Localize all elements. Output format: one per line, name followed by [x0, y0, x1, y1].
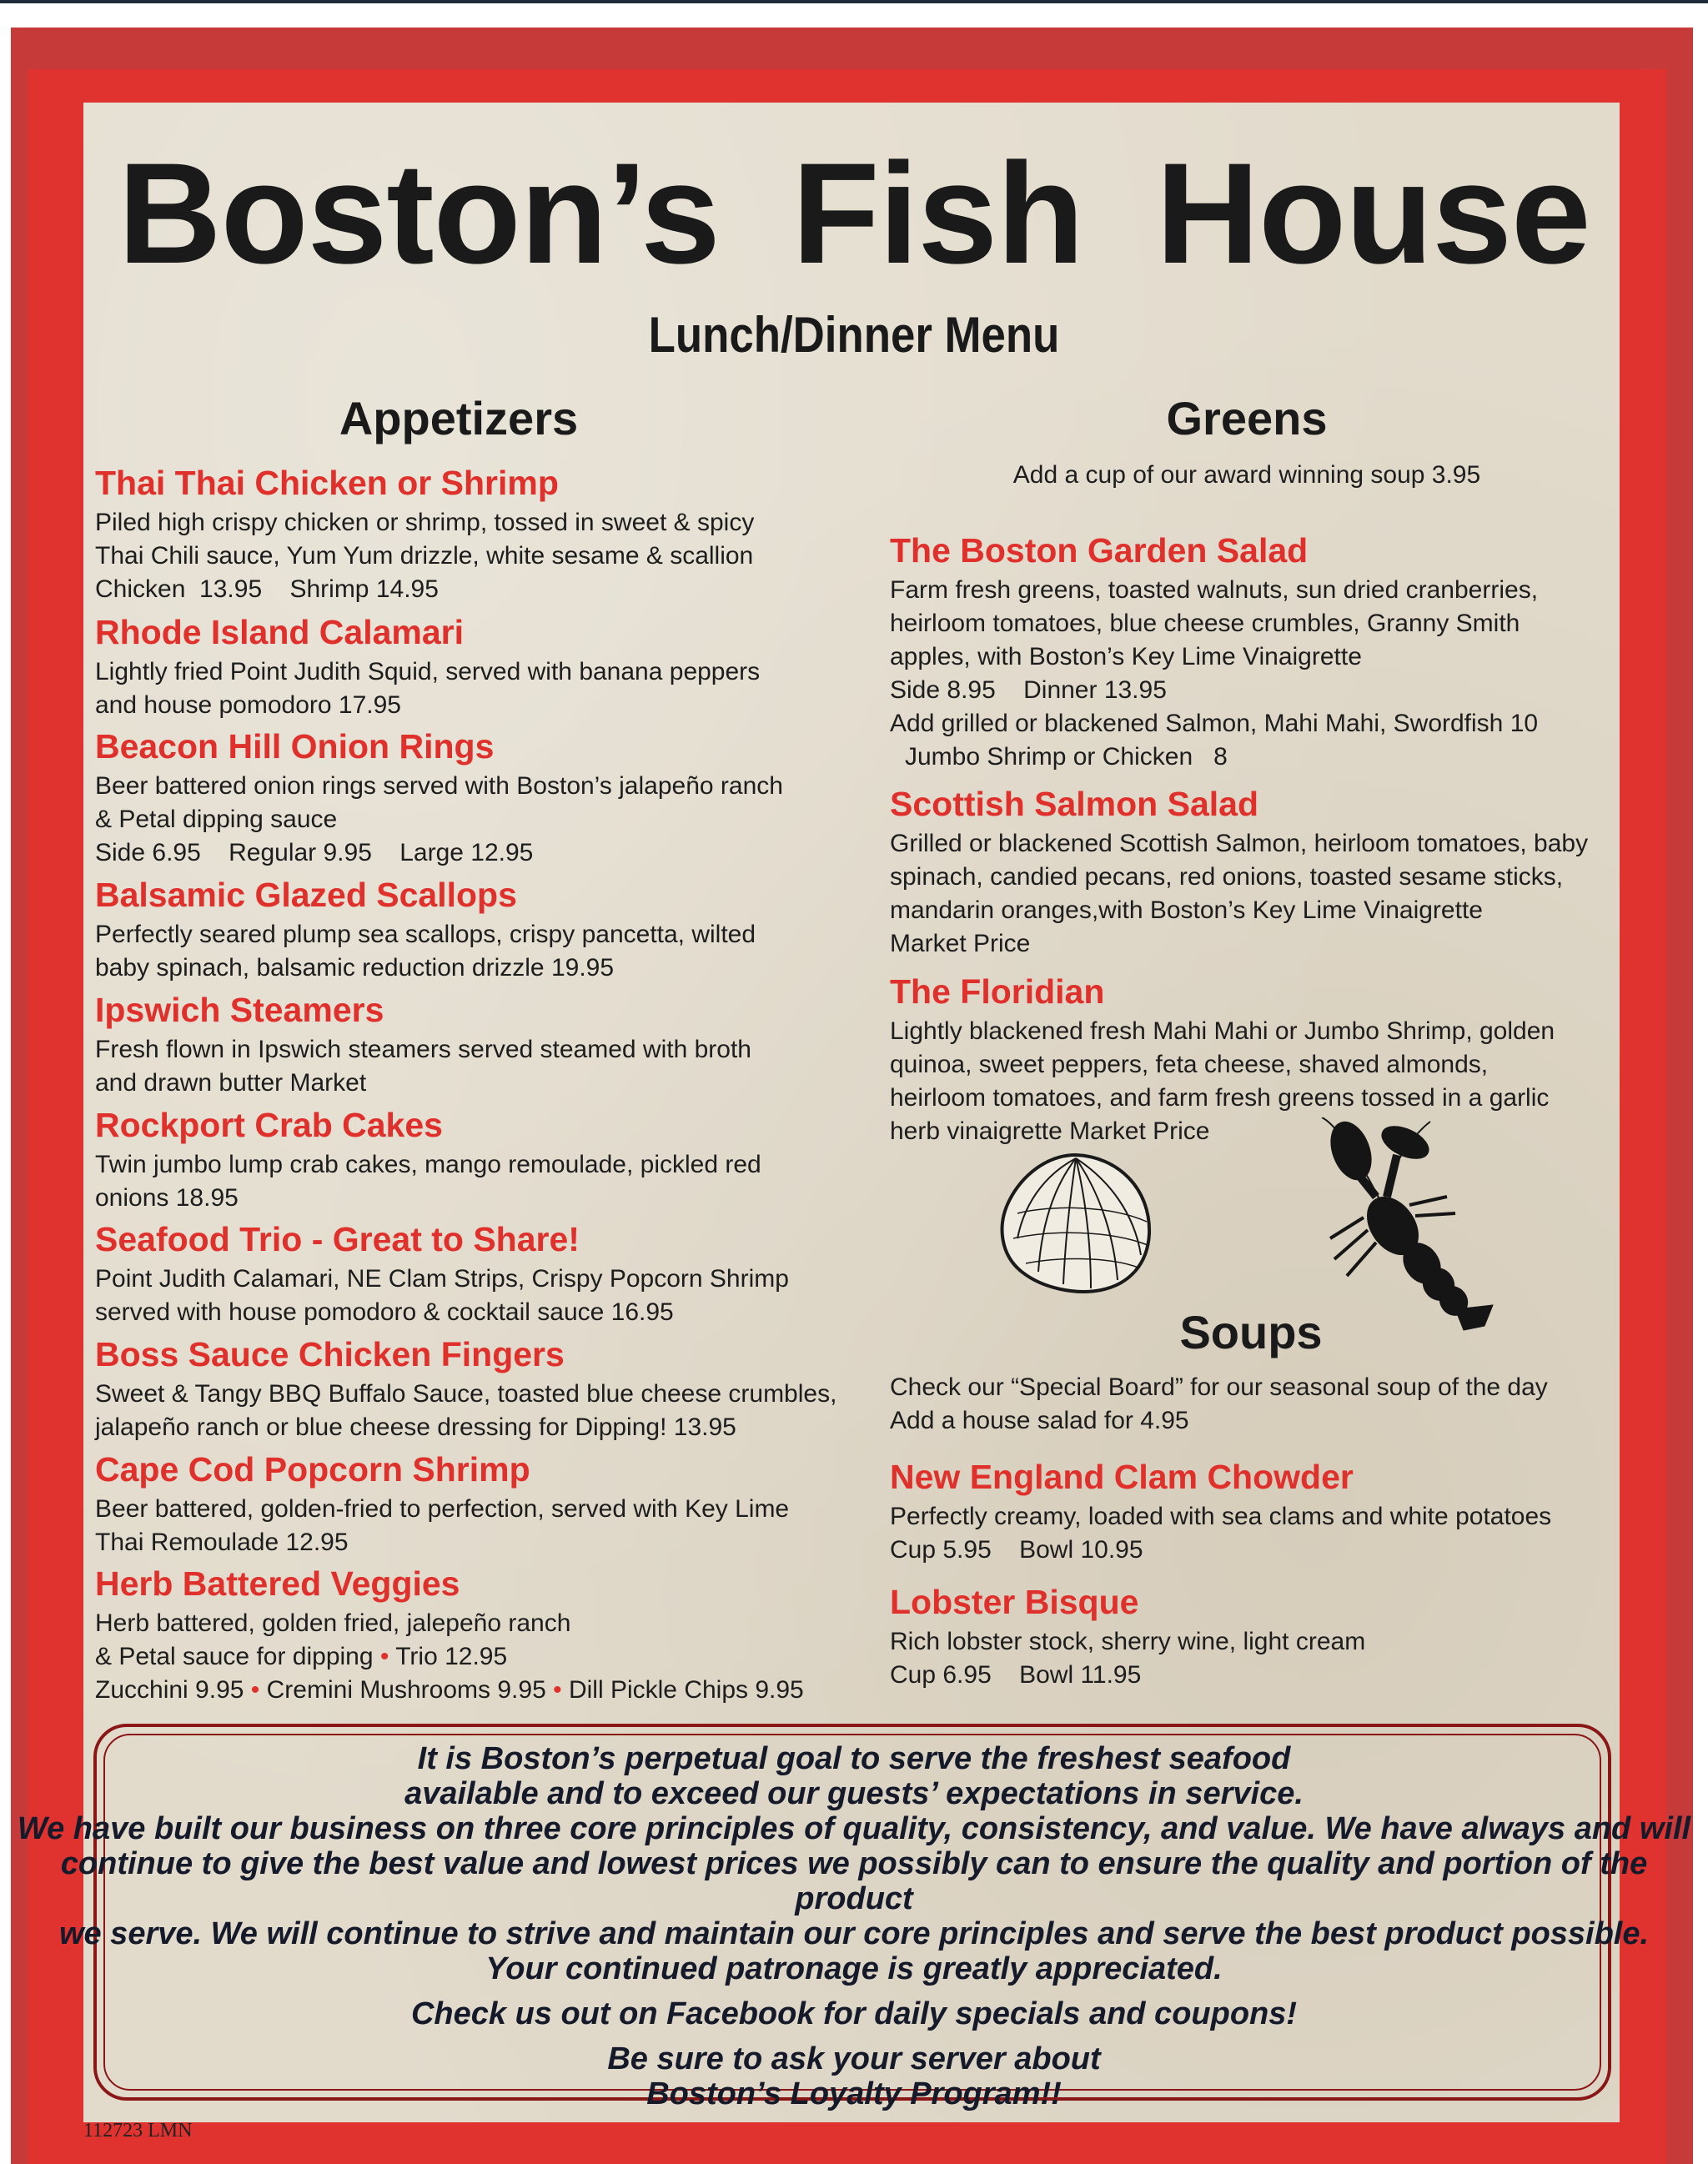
item-desc-line: Rich lobster stock, sherry wine, light cream: [890, 1628, 1366, 1656]
item-price-line: Cup 5.95 Bowl 10.95: [890, 1536, 1143, 1564]
item-desc-line: served with house pomodoro & cocktail sauce 16.95: [95, 1298, 674, 1327]
item-desc-line: Beer battered onion rings served with Boston’s jalapeño ranch: [95, 772, 783, 801]
menu-item: [890, 974, 1640, 1148]
menu-item: [95, 877, 896, 985]
item-desc-line: Thai Chili sauce, Yum Yum drizzle, white sesame & scallion: [95, 542, 754, 570]
item-desc-line: heirloom tomatoes, blue cheese crumbles, Granny Smith: [890, 610, 1520, 638]
item-desc-line: onions 18.95: [95, 1184, 239, 1213]
item-desc-line: Herb battered, golden fried, jalepeño ranch: [95, 1609, 571, 1638]
item-name: Rockport Crab Cakes: [95, 1106, 443, 1144]
bullet-separator: •: [379, 1643, 389, 1671]
item-desc-line: Perfectly creamy, loaded with sea clams and white potatoes: [890, 1503, 1552, 1531]
item-addon-line: Jumbo Shrimp or Chicken 8: [905, 743, 1228, 771]
item-price-line: Side 6.95 Regular 9.95 Large 12.95: [95, 839, 534, 867]
menu-item: [95, 729, 896, 870]
item-name: Seafood Trio - Great to Share!: [95, 1220, 580, 1258]
item-name: Lobster Bisque: [890, 1583, 1139, 1621]
mission-line: Your continued patronage is greatly appreciated.: [485, 1951, 1223, 1986]
pickle-chips-price: Dill Pickle Chips 9.95: [568, 1676, 804, 1705]
item-desc-line: Thai Remoulade 12.95: [95, 1529, 349, 1557]
item-desc-line: Perfectly seared plump sea scallops, crispy pancetta, wilted: [95, 921, 756, 949]
mission-line: we serve. We will continue to strive and maintain our core principles and serve the best product possible.: [58, 1916, 1650, 1951]
item-price-line: Side 8.95 Dinner 13.95: [890, 676, 1167, 705]
item-name: Cape Cod Popcorn Shrimp: [95, 1450, 530, 1489]
item-desc-line: apples, with Boston’s Key Lime Vinaigrette: [890, 643, 1362, 671]
item-desc-line: heirloom tomatoes, and farm fresh greens tossed in a garlic: [890, 1084, 1550, 1112]
item-name: The Floridian: [890, 972, 1105, 1011]
item-desc-line: Piled high crispy chicken or shrimp, tossed in sweet & spicy: [95, 509, 755, 537]
menu-item: [890, 533, 1640, 774]
bullet-separator: •: [250, 1676, 260, 1705]
menu-item: [95, 615, 896, 722]
mission-line: It is Boston’s perpetual goal to serve the freshest seafood: [417, 1741, 1291, 1776]
greens-soup-note: Add a cup of our award winning soup 3.95: [1012, 461, 1481, 489]
mushrooms-price: Cremini Mushrooms 9.95: [266, 1676, 546, 1705]
mission-line: We have built our business on three core principles of quality, consistency, and value. We have always and will: [17, 1811, 1691, 1846]
item-name: Boss Sauce Chicken Fingers: [95, 1335, 565, 1373]
mission-line: continue to give the best value and lowest prices we possibly can to ensure the quality and portion of the product: [60, 1846, 1648, 1916]
mission-line: available and to exceed our guests’ expectations in service.: [404, 1776, 1304, 1811]
item-desc-line: and drawn butter Market: [95, 1069, 367, 1097]
menu-item: [95, 1337, 896, 1444]
soups-note: Add a house salad for 4.95: [890, 1407, 1189, 1434]
item-desc-line: Point Judith Calamari, NE Clam Strips, Crispy Popcorn Shrimp: [95, 1265, 789, 1293]
item-desc-line: & Petal dipping sauce: [95, 806, 338, 834]
item-desc-line: mandarin oranges,with Boston’s Key Lime Vinaigrette: [890, 896, 1483, 925]
loyalty-line: Boston’s Loyalty Program!!: [646, 2076, 1062, 2111]
veggies-sauce: & Petal sauce for dipping: [95, 1643, 374, 1671]
soups-heading: Soups: [1179, 1306, 1323, 1358]
item-price-line: Chicken 13.95 Shrimp 14.95: [95, 575, 439, 604]
item-desc-line: Sweet & Tangy BBQ Buffalo Sauce, toasted blue cheese crumbles,: [95, 1380, 837, 1408]
facebook-line: Check us out on Facebook for daily specials and coupons!: [410, 1996, 1298, 2031]
mission-statement: [0, 1741, 1708, 2111]
appetizers-heading: Appetizers: [339, 392, 579, 444]
zucchini-price: Zucchini 9.95: [95, 1676, 244, 1705]
item-addon-line: Add grilled or blackened Salmon, Mahi Mahi, Swordfish 10: [890, 710, 1539, 738]
menu-item: [890, 786, 1640, 961]
item-desc-line: Farm fresh greens, toasted walnuts, sun dried cranberries,: [890, 576, 1539, 605]
bullet-separator: •: [553, 1676, 562, 1705]
soups-note: Check our “Special Board” for our seasonal soup of the day: [890, 1373, 1548, 1401]
menu-item: [95, 1452, 896, 1559]
item-desc-line: Lightly fried Point Judith Squid, served with banana peppers: [95, 658, 761, 686]
restaurant-name: Boston’s Fish House: [118, 133, 1590, 294]
item-desc-line: Beer battered, golden-fried to perfection, served with Key Lime: [95, 1495, 790, 1524]
item-name: Herb Battered Veggies: [95, 1564, 460, 1603]
item-name: Beacon Hill Onion Rings: [95, 727, 495, 766]
item-price-line: Cup 6.95 Bowl 11.95: [890, 1661, 1142, 1690]
item-price-line: [95, 1674, 896, 1707]
item-name: Scottish Salmon Salad: [890, 785, 1258, 823]
item-desc-line: [95, 1640, 896, 1674]
item-desc-line: Fresh flown in Ipswich steamers served steamed with broth: [95, 1036, 751, 1064]
item-name: Thai Thai Chicken or Shrimp: [95, 464, 559, 502]
item-price-line: Market Price: [890, 930, 1031, 958]
menu-item: [95, 465, 896, 606]
menu-item: [95, 1566, 896, 1707]
item-name: New England Clam Chowder: [890, 1458, 1354, 1496]
greens-heading: Greens: [1166, 392, 1328, 444]
menu-item: [890, 1459, 1640, 1567]
item-desc-line: Lightly blackened fresh Mahi Mahi or Jumbo Shrimp, golden: [890, 1017, 1555, 1046]
item-desc-line: and house pomodoro 17.95: [95, 691, 401, 720]
menu-item: [95, 1222, 896, 1329]
item-desc-line: jalapeño ranch or blue cheese dressing for Dipping! 13.95: [95, 1413, 736, 1442]
menu-item: [95, 992, 896, 1100]
menu-item: [95, 1107, 896, 1215]
item-name: The Boston Garden Salad: [890, 531, 1309, 570]
top-rule: [0, 0, 1708, 3]
veggies-trio-price: Trio 12.95: [395, 1643, 508, 1671]
item-name: Balsamic Glazed Scallops: [95, 876, 517, 914]
item-name: Ipswich Steamers: [95, 991, 384, 1029]
item-desc-line: Grilled or blackened Scottish Salmon, heirloom tomatoes, baby: [890, 830, 1589, 858]
menu-title: Lunch/Dinner Menu: [648, 307, 1060, 363]
item-desc-line: Twin jumbo lump crab cakes, mango remoulade, pickled red: [95, 1151, 761, 1179]
item-name: Rhode Island Calamari: [95, 613, 465, 651]
clam-illustration: [992, 1147, 1159, 1297]
item-desc-line: baby spinach, balsamic reduction drizzle 19.95: [95, 954, 615, 982]
item-desc-line: quinoa, sweet peppers, feta cheese, shaved almonds,: [890, 1051, 1489, 1079]
item-desc-line: spinach, candied pecans, red onions, toasted sesame sticks,: [890, 863, 1564, 891]
document-code: 112723 LMN: [83, 2120, 193, 2141]
menu-item: [890, 1584, 1640, 1692]
item-desc-line: herb vinaigrette Market Price: [890, 1117, 1210, 1146]
loyalty-line: Be sure to ask your server about: [607, 2041, 1101, 2076]
